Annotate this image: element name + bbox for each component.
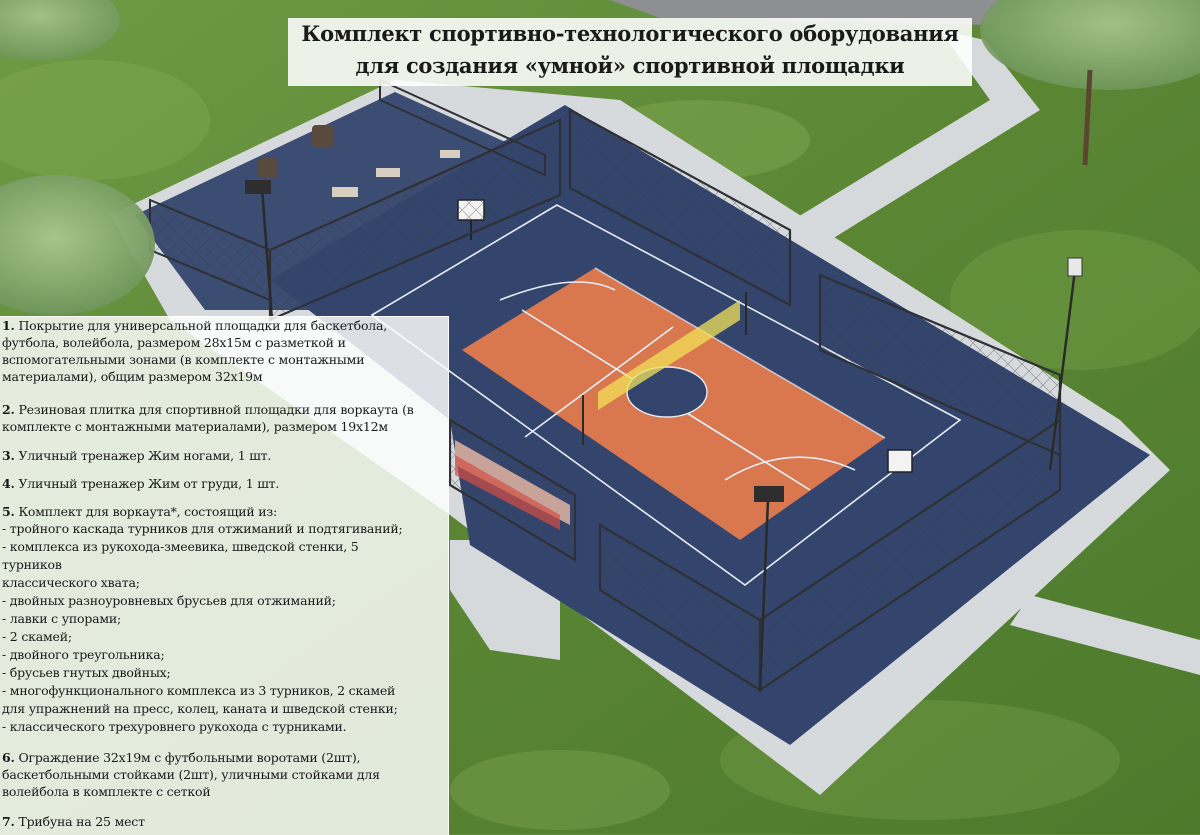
workout-component: - комплекса из рукохода-змеевика, шведской стенки, 5: [2, 539, 359, 554]
list-item-2: [2, 401, 442, 435]
workout-component: - классического трехуровнего рукохода с турниками.: [2, 719, 347, 734]
workout-component: - тройного каскада турников для отжиманий и подтягиваний;: [2, 521, 403, 536]
title-line-2: для создания «умной» спортивной площадки: [355, 53, 905, 78]
basketball-hoop-bottom: [888, 450, 912, 472]
item-number: 4.: [2, 476, 15, 491]
item-number: 7.: [2, 814, 15, 829]
item-number: 1.: [2, 318, 15, 333]
workout-component: турников: [2, 557, 62, 572]
item-number: 6.: [2, 750, 15, 765]
list-item-3: [2, 447, 442, 464]
list-item-1: [2, 317, 442, 385]
item-number: 3.: [2, 448, 15, 463]
item-text: Покрытие для универсальной площадки для баскетбола, футбола, волейбола, размером 28х15м с разметкой и вспомогательными зонами (в комплекте с монтажными материалами), общим размером 32х19м: [2, 318, 388, 384]
list-item-6: [2, 749, 442, 800]
workout-component: для упражнений на пресс, колец, каната и шведской стенки;: [2, 701, 398, 716]
workout-component: - лавки с упорами;: [2, 611, 122, 626]
title-line-1: Комплект спортивно-технологического оборудования: [301, 21, 959, 46]
item-text: Уличный тренажер Жим ногами, 1 шт.: [18, 448, 272, 463]
workout-component: - двойного треугольника;: [2, 647, 165, 662]
workout-component: - брусьев гнутых двойных;: [2, 665, 171, 680]
item-text: Трибуна на 25 мест: [18, 814, 145, 829]
equipment-list-panel: [0, 316, 449, 835]
item-text: Уличный тренажер Жим от груди, 1 шт.: [18, 476, 280, 491]
item-number: 5.: [2, 504, 15, 519]
item-text: Комплект для воркаута*, состоящий из:: [18, 504, 278, 519]
workout-component: классического хвата;: [2, 575, 140, 590]
workout-component: - двойных разноуровневых брусьев для отжиманий;: [2, 593, 336, 608]
list-item-4: [2, 475, 442, 492]
title-banner: [288, 18, 972, 86]
item-text: Резиновая плитка для спортивной площадки для воркаута (в комплекте с монтажными материалами), размером 19х12м: [2, 402, 414, 434]
list-item-7: [2, 813, 442, 830]
workout-component: - 2 скамей;: [2, 629, 72, 644]
workout-component: - многофункционального комплекса из 3 турников, 2 скамей: [2, 683, 396, 698]
item-number: 2.: [2, 402, 15, 417]
list-item-5: [2, 503, 442, 520]
item-text: Ограждение 32х19м с футбольными воротами (2шт), баскетбольными стойками (2шт), уличными стойками для волейбола в комплекте с сеткой: [2, 750, 380, 799]
